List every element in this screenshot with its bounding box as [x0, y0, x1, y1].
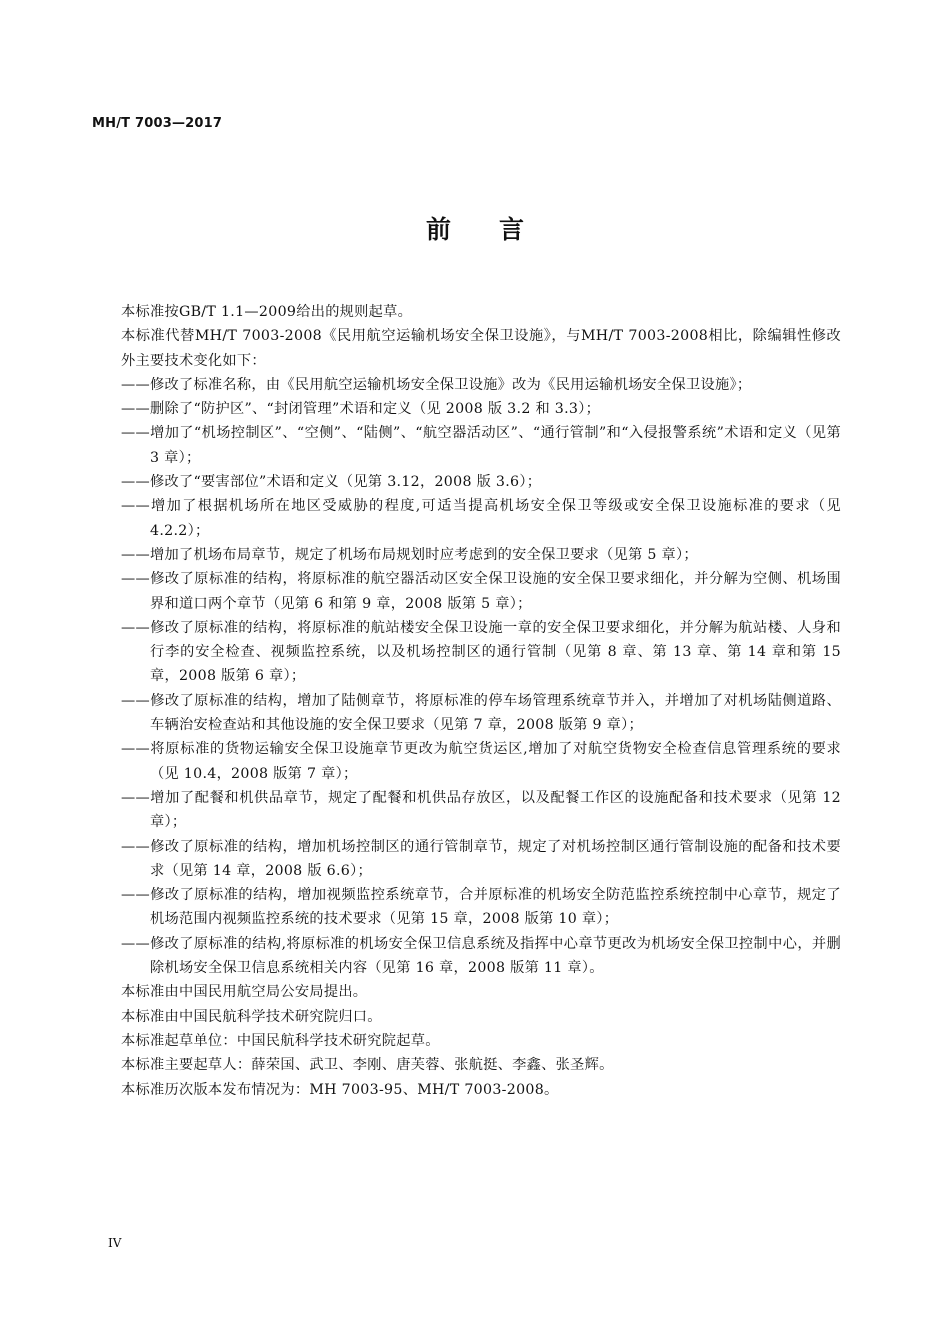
replacement-paragraph: 本标准代替MH/T 7003-2008《民用航空运输机场安全保卫设施》，与MH/T 7003-2008相比，除编辑性修改外主要技术变化如下： — [121, 328, 841, 369]
change-item: ——修改了“要害部位”术语和定义（见第 3.12，2008 版 3.6）； — [121, 474, 542, 491]
page-title: 前言 — [425, 215, 572, 244]
change-item: ——修改了原标准的结构，将原标准的航空器活动区安全保卫设施的安全保卫要求细化，并分解为空侧、机场围界和道口两个章节（见第 6 和第 9 章，2008 版第 5 章）； — [121, 571, 841, 612]
change-item: ——修改了标准名称，由《民用航空运输机场安全保卫设施》改为《民用运输机场安全保卫设施》； — [121, 376, 752, 393]
change-item: ——增加了配餐和机供品章节，规定了配餐和机供品存放区，以及配餐工作区的设施配备和技术要求（见第 12 章）； — [121, 789, 841, 831]
change-item: ——修改了原标准的结构，增加视频监控系统章节，合并原标准的机场安全防范监控系统控制中心章节，规定了机场范围内视频监控系统的技术要求（见第 15 章，2008 版第 10 章）； — [121, 887, 841, 928]
change-item: ——增加了“机场控制区”、“空侧”、“陆侧”、“航空器活动区”、“通行管制”和“入侵报警系统”术语和定义（见第 3 章）； — [121, 425, 841, 466]
proposer-paragraph: 本标准由中国民用航空局公安局提出。 — [121, 984, 368, 1001]
page-number: IV — [108, 1236, 122, 1250]
administration-paragraph: 本标准由中国民航科学技术研究院归口。 — [121, 1008, 382, 1025]
change-item: ——修改了原标准的结构，增加了陆侧章节，将原标准的停车场管理系统章节并入，并增加了对机场陆侧道路、车辆治安检查站和其他设施的安全保卫要求（见第 7 章，2008 版第 9 章）； — [121, 692, 841, 734]
change-item: ——删除了“防护区”、“封闭管理”术语和定义（见 2008 版 3.2 和 3.3）； — [121, 401, 601, 418]
change-item: ——将原标准的货物运输安全保卫设施章节更改为航空货运区,增加了对航空货物安全检查信息管理系统的要求（见 10.4，2008 版第 7 章）； — [121, 741, 841, 782]
change-item: ——修改了原标准的结构，增加机场控制区的通行管制章节，规定了对机场控制区通行管制设施的配备和技术要求（见第 14 章，2008 版 6.6）； — [121, 838, 841, 879]
drafting-unit-paragraph: 本标准起草单位：中国民航科学技术研究院起草。 — [121, 1032, 440, 1049]
standard-code-header: MH/T 7003—2017 — [92, 116, 223, 131]
change-item: ——修改了原标准的结构，将原标准的航站楼安全保卫设施一章的安全保卫要求细化，并分解为航站楼、人身和行李的安全检查、视频监控系统，以及机场控制区的通行管制（见第 8 章、第 13 章、第 14 章和第 15 章，2008 版第 6 章）； — [121, 619, 841, 685]
intro-paragraph: 本标准按GB/T 1.1—2009给出的规则起草。 — [121, 304, 413, 320]
document-body — [121, 300, 841, 1102]
change-item: ——修改了原标准的结构,将原标准的机场安全保卫信息系统及指挥中心章节更改为机场安全保卫控制中心，并删除机场安全保卫信息系统相关内容（见第 16 章，2008 版第 11 章）。 — [121, 935, 841, 977]
change-item: ——增加了根据机场所在地区受威胁的程度,可适当提高机场安全保卫等级或安全保卫设施标准的要求（见 4.2.2）； — [121, 498, 841, 539]
version-history-paragraph: 本标准历次版本发布情况为：MH 7003-95、MH/T 7003-2008。 — [121, 1081, 559, 1098]
change-item: ——增加了机场布局章节，规定了机场布局规划时应考虑到的安全保卫要求（见第 5 章）； — [121, 546, 698, 563]
drafters-paragraph: 本标准主要起草人：薛荣国、武卫、李刚、唐芙蓉、张航挺、李鑫、张圣辉。 — [121, 1057, 614, 1074]
